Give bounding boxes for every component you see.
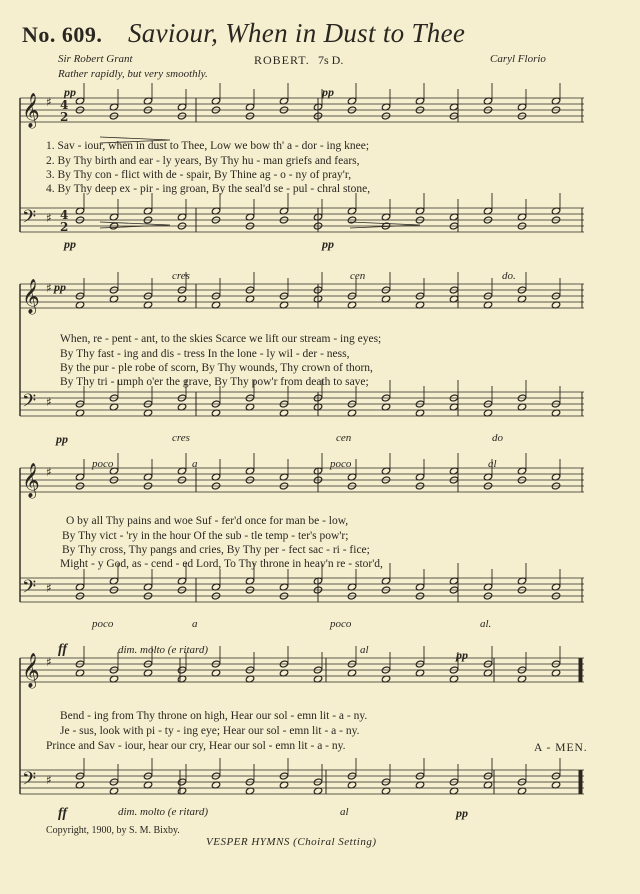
lyric-line: 3. By Thy con - flict with de - spair, By Thine ag - o - ny of pray'r,: [46, 169, 352, 181]
expr-al: al.: [480, 618, 492, 630]
lyric-line: Je - sus, look with pi - ty - ing eye; Hear our sol - emn lit - a - ny.: [60, 725, 360, 737]
dynamic-pp: pp: [322, 237, 334, 251]
expr-a: a: [192, 618, 198, 630]
dynamic-pp: pp: [64, 85, 76, 99]
sharp-icon: ♯: [46, 581, 52, 595]
dynamic-pp: pp: [56, 432, 68, 446]
sharp-icon: ♯: [46, 95, 52, 109]
sharp-icon: ♯: [46, 655, 52, 669]
expr-cen: cen: [350, 270, 366, 282]
sharp-icon: ♯: [46, 395, 52, 409]
lyric-line: By the pur - ple robe of scorn, By Thy wounds, Thy crown of thorn,: [60, 362, 373, 374]
dynamic-pp: pp: [456, 806, 468, 820]
composer: Caryl Florio: [490, 53, 546, 65]
hymn-number: No. 609.: [22, 22, 103, 47]
collection-title: VESPER HYMNS (Choiral Setting): [206, 836, 377, 848]
expr-al: al: [488, 458, 497, 470]
tempo-marking: Rather rapidly, but very smoothly.: [58, 68, 208, 80]
sharp-icon: ♯: [46, 773, 52, 787]
lyric-line: By Thy fast - ing and dis - tress In the lone - ly wil - der - ness,: [60, 348, 350, 360]
lyric-line: By Thy cross, Thy pangs and cries, By Thy per - fect sac - ri - fice;: [62, 544, 370, 556]
lyric-line: Bend - ing from Thy throne on high, Hear our sol - emn lit - a - ny.: [60, 710, 368, 722]
sharp-icon: ♯: [46, 211, 52, 225]
dynamic-ff: ff: [58, 642, 68, 657]
time-signature-top: 4: [60, 208, 69, 222]
lyric-line: 2. By Thy birth and ear - ly years, By Thy hu - man griefs and fears,: [46, 155, 360, 167]
tune-name: ROBERT.: [254, 53, 310, 67]
treble-clef-icon: 𝄞: [22, 93, 40, 128]
bass-clef-icon: 𝄢: [22, 207, 37, 232]
expr-cres: cres: [172, 432, 190, 444]
sharp-icon: ♯: [46, 465, 52, 479]
dynamic-pp: pp: [456, 648, 468, 662]
amen-text: A - MEN.: [534, 742, 588, 754]
dynamic-pp: pp: [322, 85, 334, 99]
expr-al: al: [360, 644, 369, 656]
sharp-icon: ♯: [46, 281, 52, 295]
copyright: Copyright, 1900, by S. M. Bixby.: [46, 825, 180, 836]
expr-a: a: [192, 458, 198, 470]
expr-cres: cres: [172, 270, 190, 282]
lyric-line: By Thy vict - 'ry in the hour Of the sub - tle temp - ter's pow'r;: [62, 530, 349, 542]
expr-al: al: [340, 806, 349, 818]
bass-clef-icon: 𝄢: [22, 577, 37, 602]
bass-clef-icon: 𝄢: [22, 391, 37, 416]
expr-dim-molto: dim. molto (e ritard): [118, 644, 209, 656]
lyric-line: 4. By Thy deep ex - pir - ing groan, By the seal'd se - pul - chral stone,: [46, 183, 371, 195]
bass-clef-icon: 𝄢: [22, 769, 37, 794]
time-signature-bottom: 2: [60, 110, 69, 124]
lyric-line: 1. Sav - iour, when in dust to Thee, Low we bow th' a - dor - ing knee;: [46, 140, 370, 152]
expr-poco: poco: [92, 458, 114, 470]
dynamic-pp: pp: [64, 237, 76, 251]
time-signature-bottom: 2: [60, 220, 69, 234]
treble-clef-icon: 𝄞: [22, 279, 40, 314]
meter: 7s D.: [318, 53, 344, 67]
expr-do: do: [492, 432, 503, 444]
expr-poco: poco: [92, 618, 114, 630]
hymn-title: Saviour, When in Dust to Thee: [128, 18, 466, 48]
lyric-line: O by all Thy pains and woe Suf - fer'd once for man be - low,: [66, 515, 349, 527]
dynamic-ff: ff: [58, 806, 68, 821]
treble-clef-icon: 𝄞: [22, 653, 40, 688]
lyric-line: Prince and Sav - iour, hear our cry, Hear our sol - emn lit - a - ny.: [46, 740, 346, 752]
dynamic-pp: pp: [54, 280, 66, 294]
expr-cen: cen: [336, 432, 352, 444]
expr-poco: poco: [330, 618, 352, 630]
lyric-line: When, re - pent - ant, to the skies Scarce we lift our stream - ing eyes;: [60, 333, 382, 345]
author: Sir Robert Grant: [58, 53, 133, 65]
lyric-line: By Thy tri - umph o'er the grave, By Thy pow'r from death to save;: [60, 376, 369, 388]
expr-poco: poco: [330, 458, 352, 470]
lyric-line: Might - y God, as - cend - ed Lord, To Thy throne in heav'n re - stor'd,: [60, 558, 383, 570]
time-signature-top: 4: [60, 98, 69, 112]
treble-clef-icon: 𝄞: [22, 463, 40, 498]
expr-dim-molto: dim. molto (e ritard): [118, 806, 209, 818]
expr-do: do.: [502, 270, 516, 282]
